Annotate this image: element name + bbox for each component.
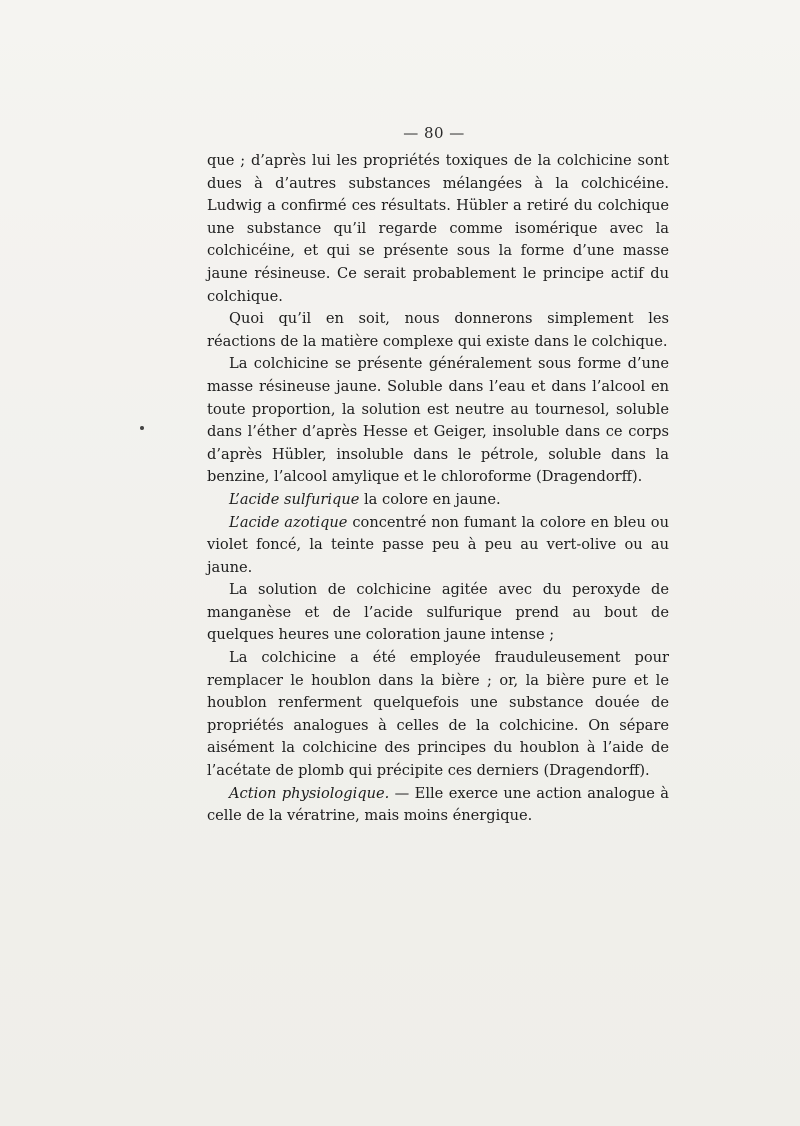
paragraph-reactions-intro	[207, 308, 669, 353]
paragraph-text: que ; d’après lui les propriétés toxiques de la colchicine sont dues à d’autres substances mélangées à la colchicéine. Ludwig a confirmé ces résultats. Hübler a retiré du colchique une substance qu’il regarde comme isomérique avec la colchicéine, et qui se présente sous la forme d’une masse jaune résineuse. Ce serait probablement le principe actif du colchique.	[207, 152, 669, 305]
reagent-name: L’acide azotique	[229, 513, 348, 531]
paragraph-text: — Elle exerce une action analogue à celle de la vératrine, mais moins énergique.	[207, 784, 669, 825]
body-text	[207, 150, 669, 828]
paragraph-text: La colchicine se présente généralement sous forme d’une masse résineuse jaune. Soluble dans l’eau et dans l’alcool en toute proportion, la solution est neutre au tournesol, soluble dans l’éther d’après Hesse et Geiger, insoluble dans ce corps d’après Hübler, insoluble dans le pétrole, soluble dans la benzine, l’alcool amylique et le chloroforme (Dragendorff).	[207, 355, 669, 486]
paragraph-manganese	[207, 579, 669, 647]
margin-mark	[140, 426, 144, 430]
reagent-name: L’acide sulfurique	[229, 490, 360, 508]
paragraph-text: La colchicine a été employée frauduleusement pour remplacer le houblon dans la bière ; or, la bière pure et le houblon renferment quelquefois une substance douée de propriétés analogues à celles de la colchicine. On sépare aisément la colchicine des principes du houblon à l’aide de l’acétate de plomb qui précipite ces derniers (Dragendorff).	[207, 649, 669, 780]
page-number: — 80 —	[403, 124, 465, 142]
section-heading: Action physiologique.	[229, 784, 390, 802]
paragraph-physiological-action	[207, 783, 669, 828]
paragraph-text: Quoi qu’il en soit, nous donnerons simplement les réactions de la matière complexe qui existe dans le colchique.	[207, 310, 669, 350]
paragraph-continuation	[207, 150, 669, 308]
paragraph-text: concentré non fumant la colore en bleu ou violet foncé, la teinte passe peu à peu au vert-olive ou au jaune.	[207, 513, 669, 576]
paragraph-sulfuric-acid	[207, 489, 669, 512]
paragraph-beer-fraud	[207, 647, 669, 783]
paragraph-text: la colore en jaune.	[359, 490, 501, 508]
paragraph-text: La solution de colchicine agitée avec du peroxyde de manganèse et de l’acide sulfurique prend au bout de quelques heures une coloration jaune intense ;	[207, 581, 669, 644]
paragraph-nitric-acid	[207, 512, 669, 580]
paragraph-solubility	[207, 353, 669, 489]
